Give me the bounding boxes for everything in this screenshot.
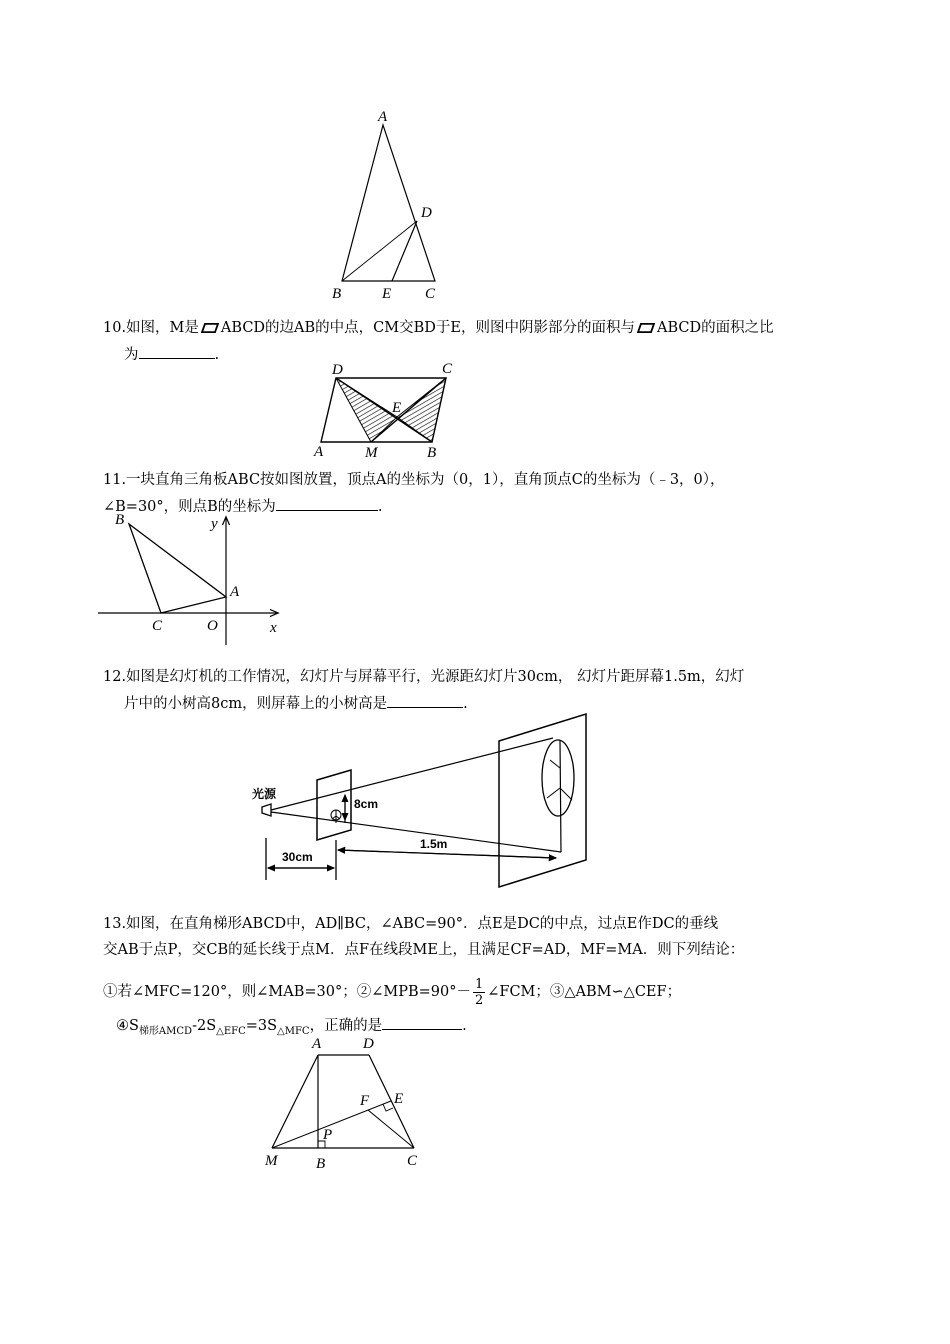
label-1-5m: 1.5m xyxy=(420,837,448,851)
q13-sub-mfc: △MFC xyxy=(277,1025,310,1037)
q13-sub-trapezoid: 梯形AMCD xyxy=(138,1025,193,1037)
q13-text-d: ∠FCM；③△ABM∽△CEF； xyxy=(487,984,682,1000)
q10-text-d: 为 xyxy=(124,347,139,363)
label-light-source: 光源 xyxy=(252,787,277,801)
fraction-denominator: 2 xyxy=(474,992,484,1008)
triangle-abc xyxy=(129,524,226,613)
label-8cm: 8cm xyxy=(354,797,379,811)
label-c: C xyxy=(442,361,453,377)
q10-text-c: ABCD的面积之比 xyxy=(656,320,774,336)
label-d: D xyxy=(363,1036,374,1052)
label-f: F xyxy=(360,1093,370,1109)
answer-blank-13[interactable] xyxy=(382,1015,462,1030)
q13-sub-efc: △EFC xyxy=(216,1025,246,1037)
fraction-one-half xyxy=(473,977,485,1008)
question-10-line-1 xyxy=(103,318,774,338)
q13-text-f: -2S xyxy=(192,1018,217,1034)
q13-text-e: ④S xyxy=(116,1018,139,1034)
figure-coordinate-triangle xyxy=(95,508,295,648)
q10-text-a: 10.如图，M是 xyxy=(103,320,199,336)
label-d: D xyxy=(332,362,343,378)
label-e: E xyxy=(382,286,392,302)
question-13-line-2 xyxy=(103,940,744,960)
figure-slide-projector xyxy=(250,708,600,893)
question-11-line-1 xyxy=(103,470,725,490)
slide-panel xyxy=(317,770,351,840)
q10-text-b: ABCD的边AB的中点，CM交BD于E，则图中阴影部分的面积与 xyxy=(220,320,635,336)
q10-period: . xyxy=(214,347,220,363)
q13-text-b: 交AB于点P，交CB的延长线于点M．点F在线段ME上，且满足CF=AD，MF=MA．则下列结论： xyxy=(103,942,745,958)
q13-text-c: ①若∠MFC=120°，则∠MAB=30°；②∠MPB=90°－ xyxy=(103,984,471,1000)
question-13-line-1 xyxy=(103,914,718,934)
label-x: x xyxy=(270,620,277,636)
label-p: P xyxy=(323,1127,333,1143)
light-ray-bottom xyxy=(271,812,561,852)
tree-crown-large xyxy=(542,740,574,816)
answer-blank-12[interactable] xyxy=(387,693,463,708)
label-m: M xyxy=(365,445,378,461)
label-b: B xyxy=(115,512,125,528)
label-b: B xyxy=(427,445,437,461)
figure-parallelogram-abcd xyxy=(305,360,475,460)
light-ray-top xyxy=(271,738,553,810)
label-c: C xyxy=(152,618,163,634)
shaded-triangle-left xyxy=(336,378,397,442)
label-c: C xyxy=(407,1153,418,1169)
label-b: B xyxy=(332,286,342,302)
label-o: O xyxy=(207,618,218,634)
label-a: A xyxy=(312,1036,322,1052)
label-a: A xyxy=(378,109,388,125)
label-e: E xyxy=(394,1091,404,1107)
parallelogram-icon xyxy=(637,323,655,333)
label-a: A xyxy=(314,444,324,460)
label-b: B xyxy=(316,1156,326,1172)
question-12-line-1 xyxy=(103,667,744,687)
parallelogram-icon xyxy=(201,323,219,333)
q11-text-a: 11.一块直角三角板ABC按如图放置，顶点A的坐标为（0，1），直角顶点C的坐标为（﹣3，0）， xyxy=(103,472,725,488)
q13-period: . xyxy=(462,1018,467,1034)
question-10-line-2 xyxy=(124,344,219,365)
fraction-numerator: 1 xyxy=(474,976,484,992)
label-m: M xyxy=(265,1153,278,1169)
screen-panel xyxy=(499,714,586,887)
q13-text-h: ，正确的是 xyxy=(309,1018,383,1034)
q13-text-g: =3S xyxy=(245,1018,278,1034)
label-c: C xyxy=(425,286,436,302)
label-30cm: 30cm xyxy=(282,850,313,864)
q13-text-a: 13.如图，在直角梯形ABCD中，AD∥BC，∠ABC=90°．点E是DC的中点，过点E作DC的垂线 xyxy=(103,916,719,932)
answer-blank-10[interactable] xyxy=(139,344,215,359)
q12-text-b: 片中的小树高8cm，则屏幕上的小树高是 xyxy=(124,696,388,712)
q12-text-a: 12.如图是幻灯机的工作情况，幻灯片与屏幕平行，光源距幻灯片30cm， 幻灯片距屏幕1.5m，幻灯 xyxy=(103,669,745,685)
light-source-shape xyxy=(262,804,271,816)
label-a: A xyxy=(230,584,240,600)
label-d: D xyxy=(421,205,432,221)
figure-right-trapezoid xyxy=(255,1030,435,1175)
q11-text-b: ∠B=30°，则点B的坐标为 xyxy=(103,499,276,515)
figure-triangle-abc xyxy=(320,105,460,305)
q11-period: . xyxy=(377,499,383,515)
q12-period: . xyxy=(463,696,468,712)
label-e: E xyxy=(392,400,402,416)
label-y: y xyxy=(211,516,218,532)
question-13-line-3 xyxy=(103,974,681,1010)
